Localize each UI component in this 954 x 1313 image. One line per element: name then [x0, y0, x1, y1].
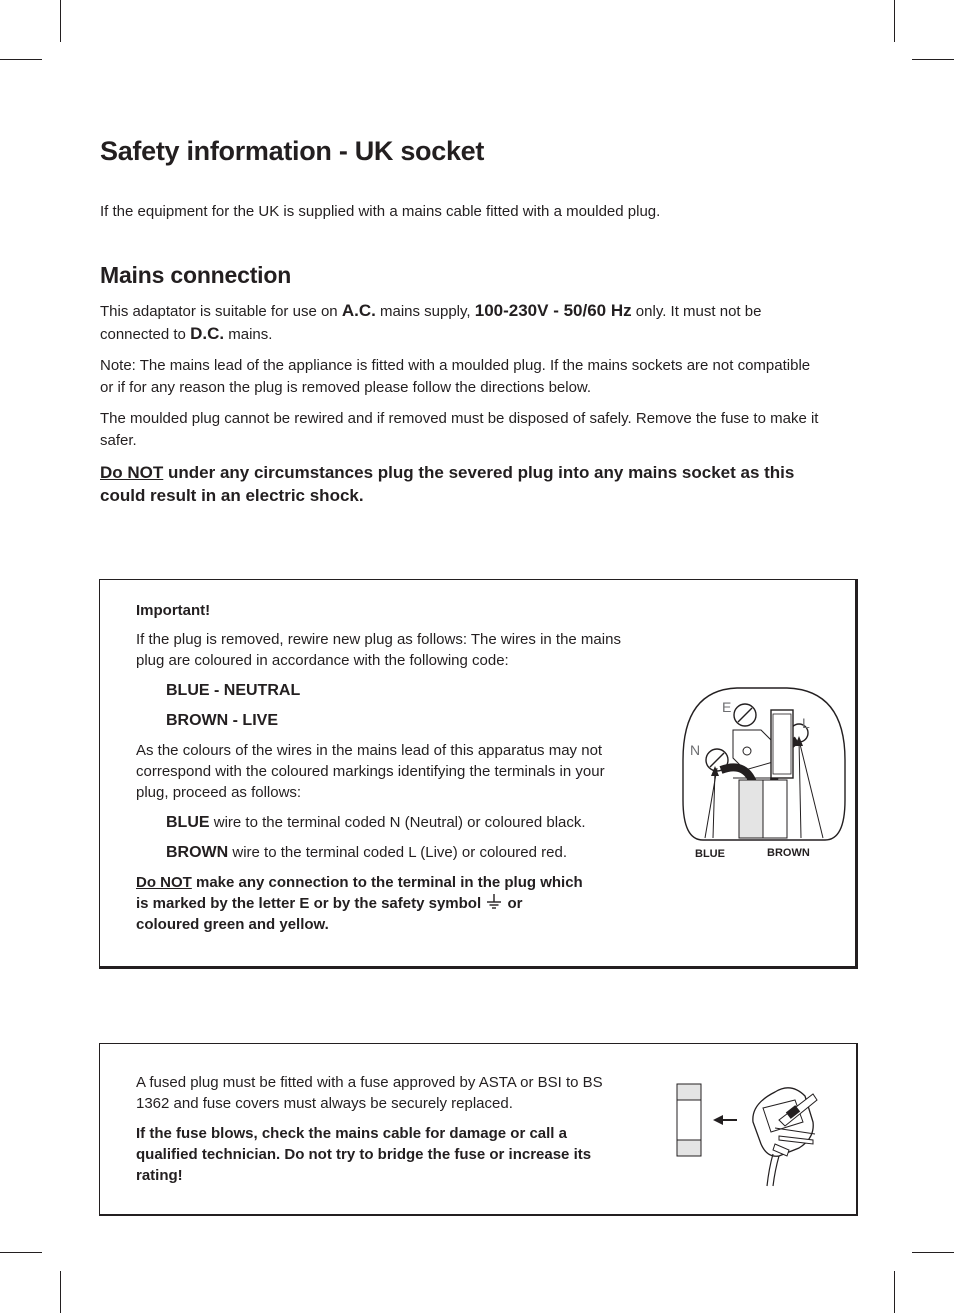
shock-warning — [100, 461, 820, 507]
wire-colour-note: As the colours of the wires in the mains lead of this apparatus may not correspond with the coloured markings identifying the terminals in your plug, proceed as follows: — [136, 742, 605, 801]
supply-text: mains. — [224, 326, 273, 343]
terminal-n-label: N — [690, 742, 701, 758]
earth-symbol-icon — [485, 894, 503, 910]
intro-text: If the equipment for the UK is supplied with a mains cable fitted with a moulded plug. — [100, 203, 661, 220]
brown-wire-label: BROWN — [767, 847, 810, 859]
important-text — [136, 600, 636, 944]
brown-wire-instruction — [136, 842, 636, 863]
page-title: Safety information - UK socket — [100, 136, 485, 166]
crop-mark — [894, 0, 895, 42]
earth-warning-text: make any connection to the terminal in the plug which is marked by the letter E or by the safety symbol — [136, 874, 583, 912]
fuse-requirement: A fused plug must be fitted with a fuse approved by ASTA or BSI to BS 1362 and fuse covers must always be securely replaced. — [136, 1074, 603, 1112]
earth-warning — [136, 872, 586, 935]
do-not-label: Do NOT — [100, 463, 164, 482]
crop-mark — [60, 1271, 61, 1313]
rewire-paragraph: The moulded plug cannot be rewired and if removed must be disposed of safely. Remove the fuse to make it safer. — [100, 410, 819, 449]
plug-wiring-diagram — [677, 680, 857, 870]
brown-instruction-text: wire to the terminal coded L (Live) or coloured red. — [228, 844, 567, 861]
crop-mark — [0, 1252, 42, 1253]
terminal-e-label: E — [722, 699, 732, 715]
supply-text: only. It must not be connected to — [100, 303, 762, 343]
blue-label: BLUE — [166, 814, 210, 831]
blue-wire-label: BLUE — [695, 848, 725, 860]
crop-mark — [0, 59, 42, 60]
fuse-box — [99, 1043, 858, 1216]
ac-label: A.C. — [341, 301, 376, 320]
mains-connection-body — [100, 300, 820, 516]
crop-mark — [894, 1271, 895, 1313]
important-box — [99, 579, 858, 969]
crop-mark — [60, 0, 61, 42]
fuse-warning: If the fuse blows, check the mains cable for damage or call a qualified technician. Do not try to bridge the fuse or increase its rating! — [136, 1125, 592, 1184]
supply-paragraph — [100, 300, 820, 346]
important-heading: Important! — [136, 602, 211, 619]
section-heading-mains-connection: Mains connection — [100, 262, 292, 288]
crop-mark — [912, 59, 954, 60]
earth-warning-text: or coloured green and yellow. — [136, 895, 523, 933]
fuse-plug-illustration — [675, 1078, 855, 1188]
warning-text: under any circumstances plug the severed plug into any mains socket as this could result in an electric shock. — [100, 463, 795, 505]
crop-mark — [912, 1252, 954, 1253]
blue-instruction-text: wire to the terminal coded N (Neutral) or coloured black. — [209, 814, 586, 831]
code-blue-neutral: BLUE - NEUTRAL — [166, 682, 301, 699]
blue-wire-instruction — [136, 812, 636, 833]
supply-text: mains supply, — [375, 303, 475, 320]
fuse-text — [136, 1072, 636, 1195]
brown-label: BROWN — [166, 844, 229, 861]
wire-code-intro: If the plug is removed, rewire new plug as follows: The wires in the mains plug are coloured in accordance with the following code: — [136, 631, 621, 669]
dc-label: D.C. — [190, 324, 225, 343]
note-paragraph: Note: The mains lead of the appliance is fitted with a moulded plug. If the mains sockets are not compatible or if for any reason the plug is removed please follow the directions below. — [100, 357, 811, 396]
supply-text: This adaptator is suitable for use on — [100, 303, 342, 320]
voltage-rating: 100-230V - 50/60 Hz — [474, 301, 632, 320]
code-brown-live: BROWN - LIVE — [166, 712, 278, 729]
do-not-label: Do NOT — [136, 874, 192, 891]
terminal-l-label: L — [802, 715, 810, 731]
